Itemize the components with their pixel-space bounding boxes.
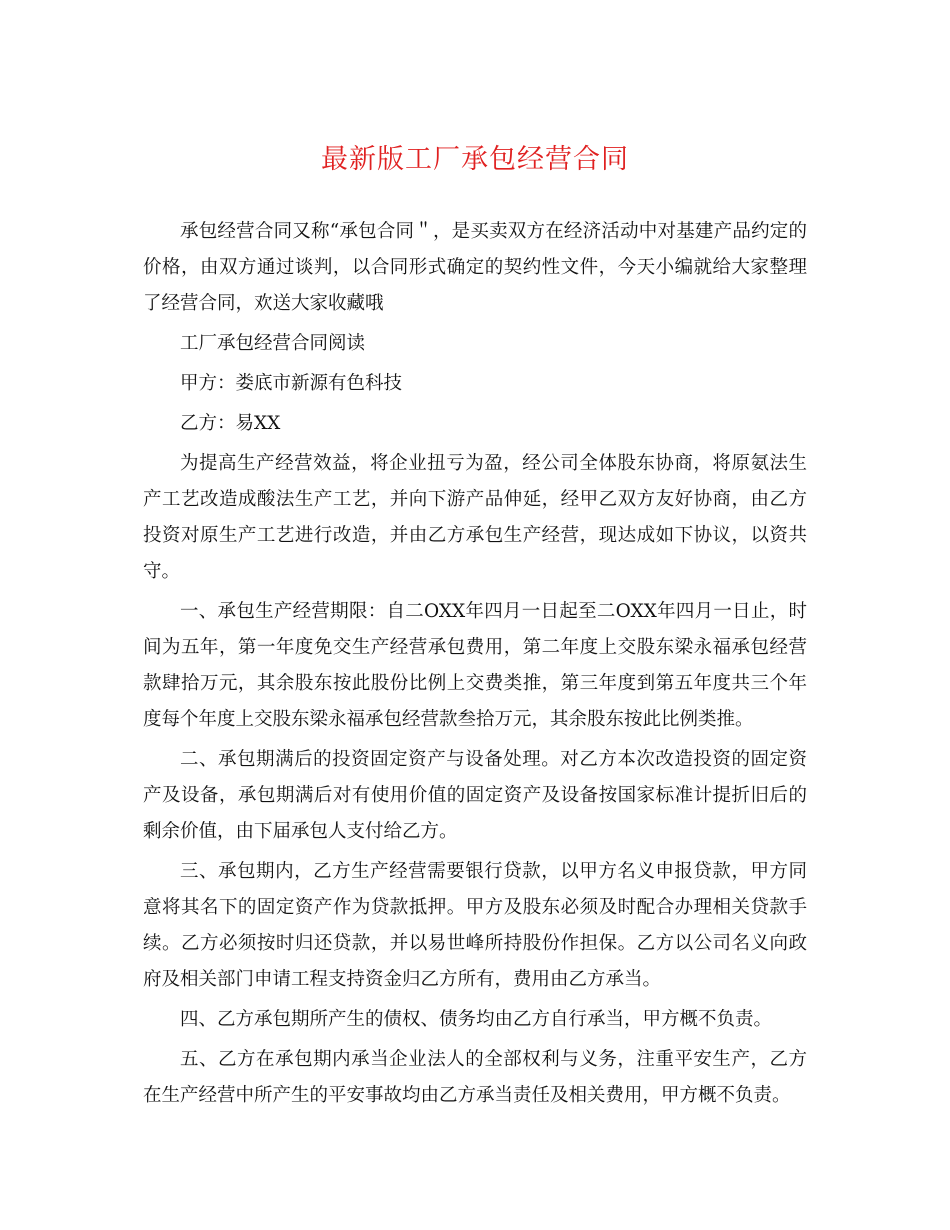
paragraph-intro: 承包经营合同又称“承包合同＂，是买卖双方在经济活动中对基建产品约定的价格，由双方通过谈判，以合同形式确定的契约性文件，今天小编就给大家整理了经营合同，欢送大家收藏哦 bbox=[143, 221, 807, 314]
paragraph-clause-3: 三、承包期内，乙方生产经营需要银行贷款，以甲方名义申报贷款，甲方同意将其名下的固定资产作为贷款抵押。甲方及股东必须及时配合办理相关贷款手续。乙方必须按时归还贷款，并以易世峰所持股份作担保。乙方以公司名义向政府及相关部门申请工程支持资金归乙方所有，费用由乙方承当。 bbox=[143, 861, 807, 990]
paragraph-clause-1: 一、承包生产经营期限：自二OXX年四月一日起至二OXX年四月一日止，时间为五年，第一年度免交生产经营承包费用，第二年度上交股东梁永福承包经营款肆拾万元，其余股东按此股份比例上交费类推，第三年度到第五年度共三个年度每个年度上交股东梁永福承包经营款叁拾万元，其余股东按此比例类推。 bbox=[143, 601, 807, 730]
paragraph-heading: 工厂承包经营合同阅读 bbox=[180, 333, 366, 354]
document-body bbox=[143, 214, 807, 1118]
document-title: 最新版工厂承包经营合同 bbox=[321, 144, 629, 175]
paragraph-clause-5: 五、乙方在承包期内承当企业法人的全部权利与义务，注重平安生产，乙方在生产经营中所产生的平安事故均由乙方承当责任及相关费用，甲方概不负责。 bbox=[143, 1049, 807, 1106]
paragraph-clause-2: 二、承包期满后的投资固定资产与设备处理。对乙方本次改造投资的固定资产及设备，承包期满后对有使用价值的固定资产及设备按国家标准计提折旧后的剩余价值，由下届承包人支付给乙方。 bbox=[143, 749, 807, 842]
paragraph-clause-4: 四、乙方承包期所产生的债权、债务均由乙方自行承当，甲方概不负责。 bbox=[180, 1009, 773, 1030]
paragraph-party-b: 乙方：易XX bbox=[180, 413, 281, 434]
paragraph-party-a: 甲方：娄底市新源有色科技 bbox=[180, 373, 403, 394]
paragraph-preamble: 为提高生产经营效益，将企业扭亏为盈，经公司全体股东协商，将原氨法生产工艺改造成酸法生产工艺，并向下游产品伸延，经甲乙双方友好协商，由乙方投资对原生产工艺进行改造，并由乙方承包生产经营，现达成如下协议，以资共守。 bbox=[143, 453, 807, 582]
